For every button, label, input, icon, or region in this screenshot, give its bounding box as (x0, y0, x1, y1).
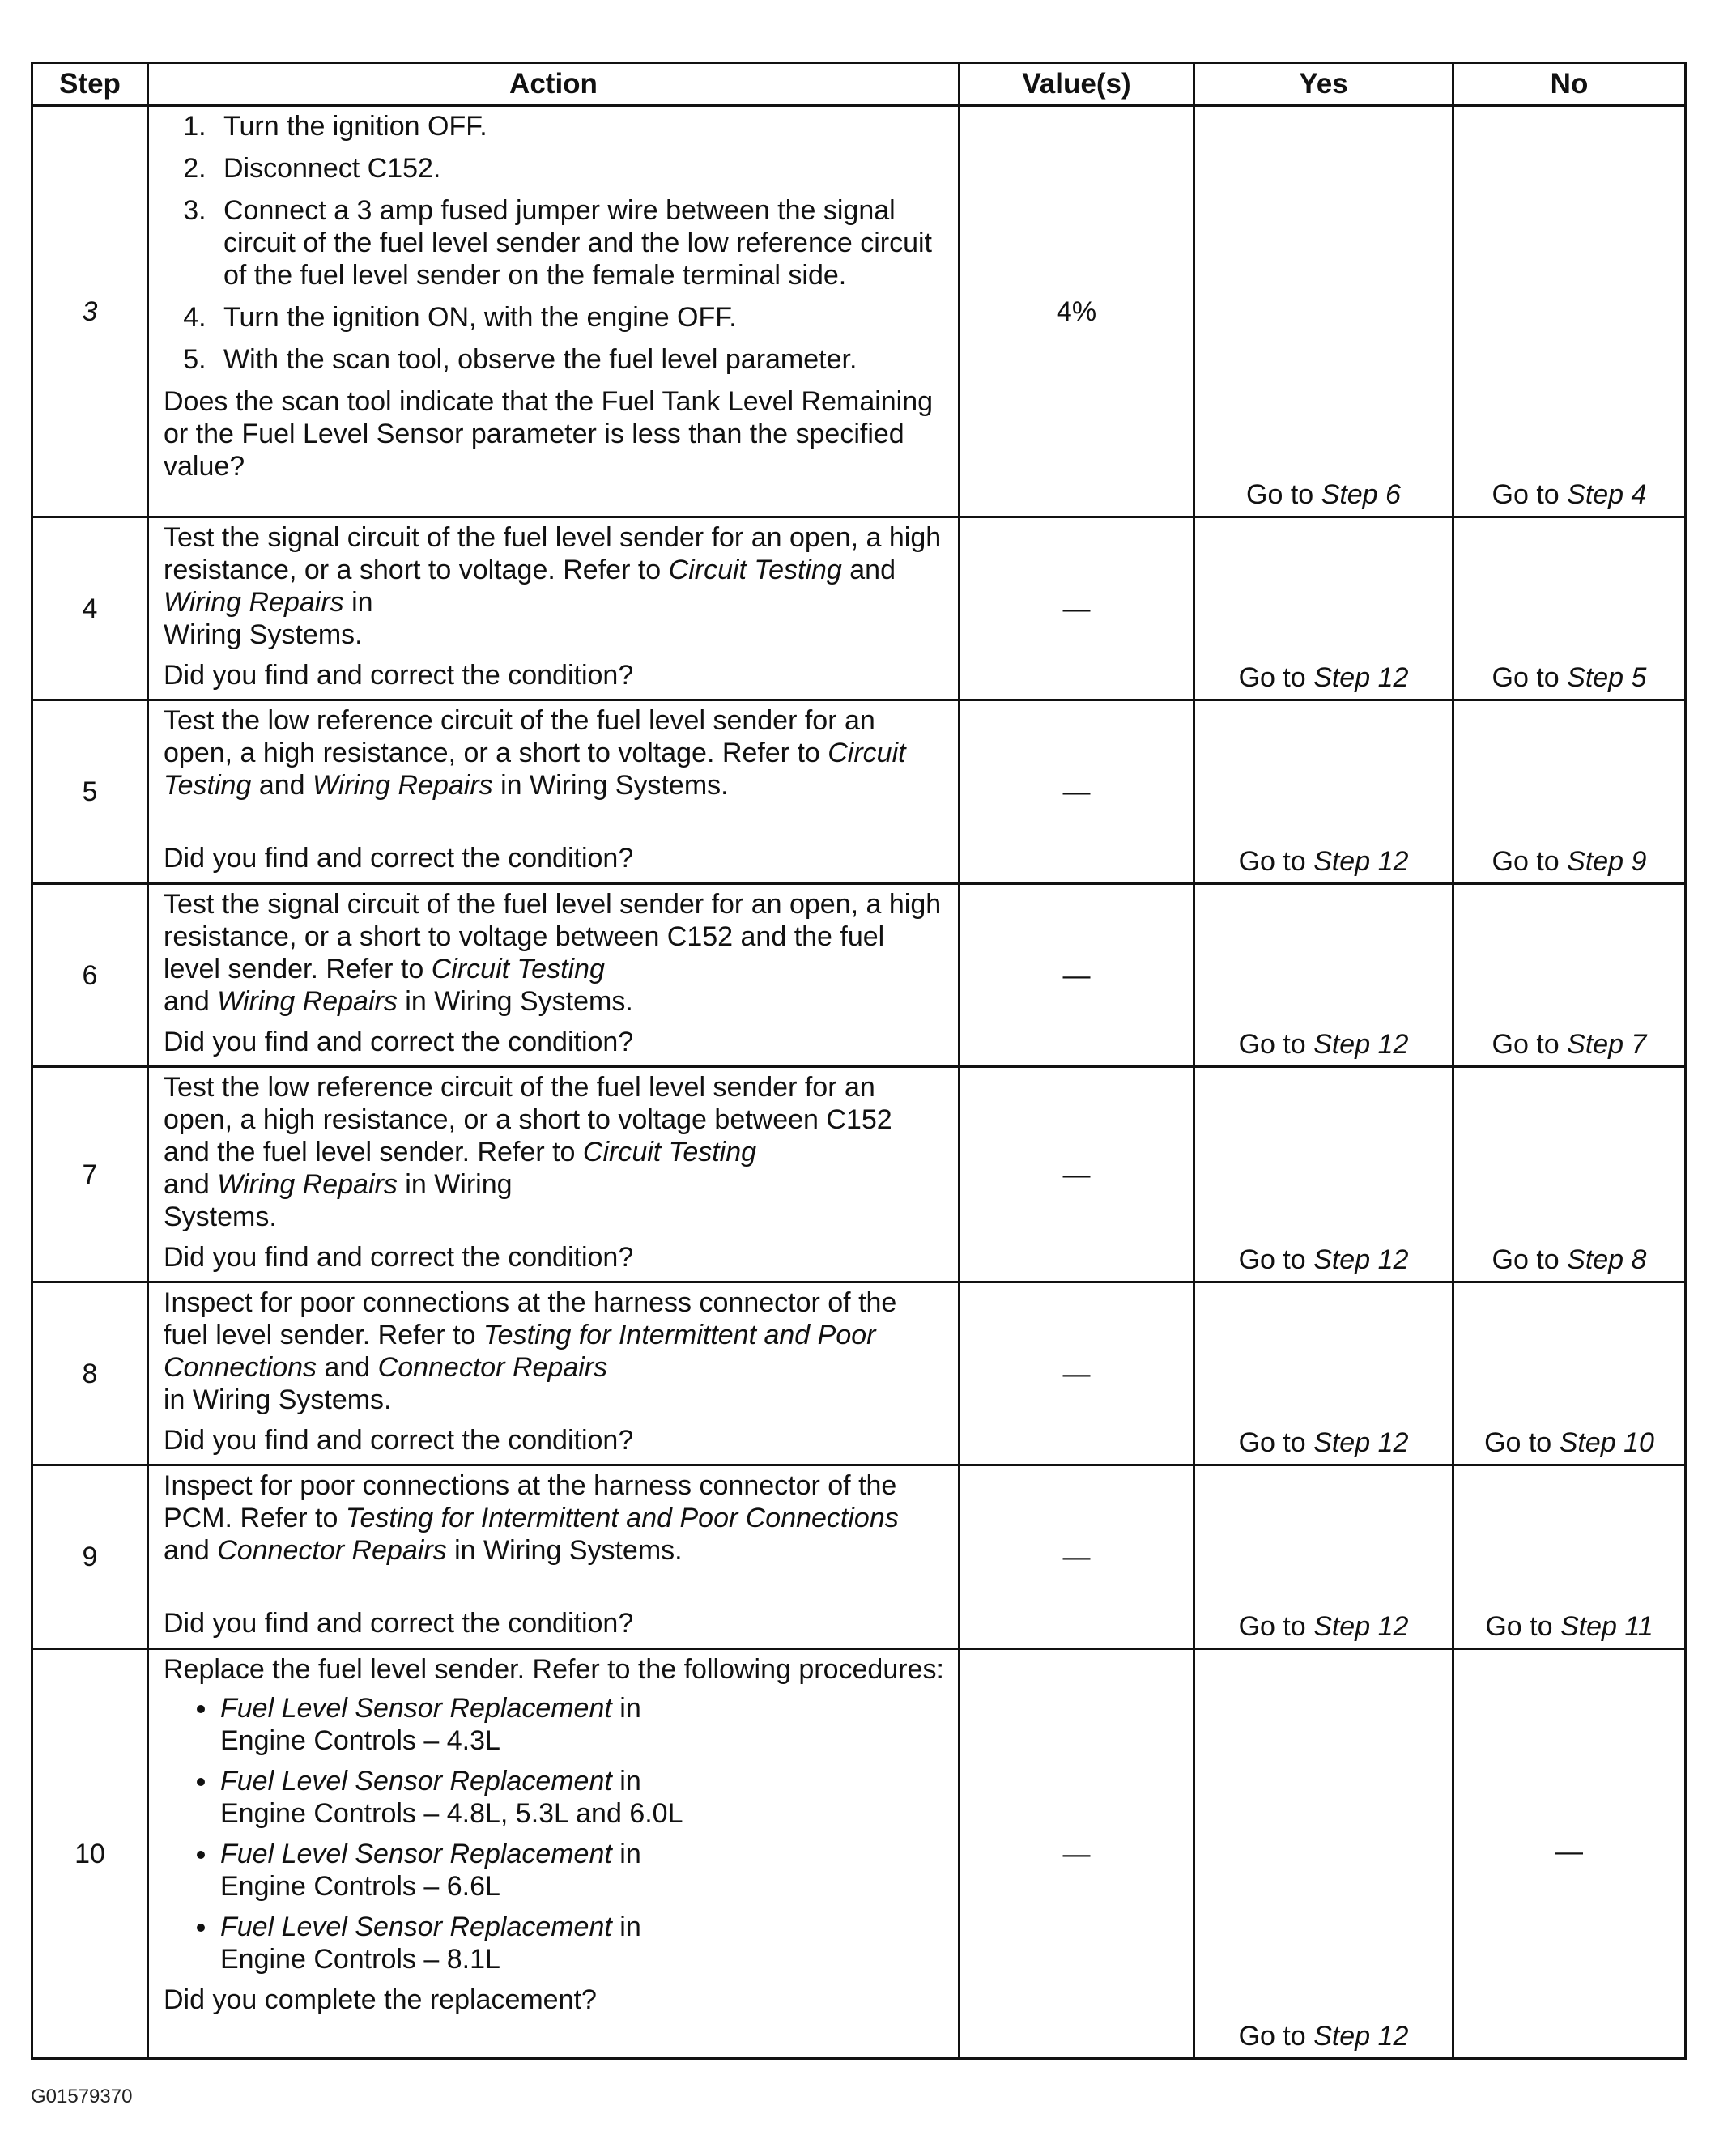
step-number: 3 (32, 106, 148, 517)
action-text: Test the signal circuit of the fuel level sender for an open, a high resistance, or a short to voltage between C152 and the fuel level sender. Refer to Circuit Testing and Wiring Repairs in Wiring Systems. (164, 889, 942, 1017)
no-cell (1453, 517, 1686, 700)
go-to-label: Go to (1492, 1029, 1560, 1060)
go-to-label: Go to (1484, 1427, 1552, 1458)
go-to-label: Go to (1238, 1611, 1306, 1642)
yes-cell (1194, 106, 1453, 517)
go-to-label: Go to (1492, 1244, 1560, 1275)
step-number: 5 (32, 700, 148, 884)
go-to-label: Go to (1238, 1244, 1306, 1275)
go-to-label: Go to (1238, 1029, 1306, 1060)
table-row (32, 1465, 1686, 1649)
action-question: Did you find and correct the condition? (164, 1242, 634, 1273)
action-question: Did you find and correct the condition? (164, 1608, 634, 1639)
reference-link[interactable]: Fuel Level Sensor Replacement (220, 1911, 612, 1942)
step-link[interactable]: Step 6 (1321, 479, 1401, 510)
action-cell (148, 700, 960, 884)
table-row (32, 884, 1686, 1067)
list-item: • Fuel Level Sensor Replacement in Engine Controls – 4.3L (219, 1692, 945, 1757)
go-to-label: Go to (1492, 479, 1560, 510)
reference-link[interactable]: Circuit Testing (582, 1137, 757, 1167)
step-link[interactable]: Step 12 (1313, 662, 1409, 693)
step-link[interactable]: Step 11 (1560, 1611, 1653, 1642)
reference-link[interactable]: Circuit Testing (164, 738, 906, 801)
yes-cell (1194, 1067, 1453, 1282)
action-text: Test the low reference circuit of the fuel level sender for an open, a high resistance, or a short to voltage. Refer to Circuit Testing and Wiring Repairs in Wiring Systems. (164, 705, 906, 801)
list-item: • Fuel Level Sensor Replacement in Engine Controls – 8.1L (219, 1911, 945, 1975)
header-row (32, 63, 1686, 106)
no-cell (1453, 1067, 1686, 1282)
action-question: Did you find and correct the condition? (164, 1027, 634, 1057)
list-item: 5. With the scan tool, observe the fuel level parameter. (214, 343, 945, 376)
go-to-label: Go to (1238, 1427, 1306, 1458)
reference-link[interactable]: Connector Repairs (217, 1535, 447, 1566)
table-row (32, 106, 1686, 517)
step-link[interactable]: Step 12 (1313, 2021, 1409, 2052)
go-to-label: Go to (1485, 1611, 1553, 1642)
no-cell (1453, 700, 1686, 884)
procedure-list (164, 1692, 945, 1975)
action-question: Did you find and correct the condition? (164, 660, 634, 691)
table-row (32, 1282, 1686, 1465)
action-text: Test the signal circuit of the fuel level sender for an open, a high resistance, or a short to voltage. Refer to Circuit Testing and Wiring Repairs in Wiring Systems. (164, 522, 942, 650)
go-to-label: Go to (1238, 846, 1306, 877)
header-step: Step (32, 63, 148, 106)
action-question: Did you find and correct the condition? (164, 843, 634, 874)
step-link[interactable]: Step 12 (1313, 1029, 1409, 1060)
value-cell: — (960, 700, 1194, 884)
step-number: 4 (32, 517, 148, 700)
reference-link[interactable]: Circuit Testing (668, 555, 842, 585)
action-question: Does the scan tool indicate that the Fuel Tank Level Remaining or the Fuel Level Sensor parameter is less than the specified value? (164, 386, 934, 482)
no-cell: — (1453, 1649, 1686, 2059)
reference-link[interactable]: Fuel Level Sensor Replacement (220, 1693, 612, 1724)
list-item: • Fuel Level Sensor Replacement in Engine Controls – 6.6L (219, 1838, 945, 1903)
yes-cell (1194, 1649, 1453, 2059)
value-cell: — (960, 884, 1194, 1067)
step-number: 8 (32, 1282, 148, 1465)
action-cell (148, 517, 960, 700)
go-to-label: Go to (1246, 479, 1314, 510)
reference-link[interactable]: Wiring Repairs (217, 986, 398, 1017)
yes-cell (1194, 700, 1453, 884)
diagnostic-table (31, 62, 1687, 2060)
header-yes: Yes (1194, 63, 1453, 106)
go-to-label: Go to (1492, 662, 1560, 693)
step-link[interactable]: Step 8 (1567, 1244, 1647, 1275)
action-cell (148, 1649, 960, 2059)
value-cell: — (960, 1649, 1194, 2059)
action-question: Did you complete the replacement? (164, 1984, 597, 2015)
yes-cell (1194, 517, 1453, 700)
reference-link[interactable]: Wiring Repairs (217, 1169, 398, 1200)
figure-id: G01579370 (31, 2086, 133, 2107)
action-text: Inspect for poor connections at the harness connector of the PCM. Refer to Testing for Intermittent and Poor Connections and Connector Repairs in Wiring Systems. (164, 1470, 899, 1566)
value-cell: — (960, 1067, 1194, 1282)
action-cell (148, 106, 960, 517)
yes-cell (1194, 884, 1453, 1067)
action-text: Inspect for poor connections at the harness connector of the fuel level sender. Refer to Testing for Intermittent and Poor Connections and Connector Repairs in Wiring Systems. (164, 1287, 897, 1415)
step-link[interactable]: Step 10 (1559, 1427, 1654, 1458)
go-to-label: Go to (1492, 846, 1560, 877)
step-link[interactable]: Step 12 (1313, 1427, 1409, 1458)
table-row (32, 517, 1686, 700)
list-item: 3. Connect a 3 amp fused jumper wire between the signal circuit of the fuel level sender and the low reference circuit of the fuel level sender on the female terminal side. (214, 194, 945, 291)
yes-cell (1194, 1465, 1453, 1649)
action-cell (148, 1465, 960, 1649)
reference-link[interactable]: Circuit Testing (431, 954, 605, 984)
step-link[interactable]: Step 5 (1567, 662, 1647, 693)
list-item: 1. Turn the ignition OFF. (214, 110, 945, 142)
step-link[interactable]: Step 7 (1567, 1029, 1647, 1060)
go-to-label: Go to (1238, 662, 1306, 693)
value-cell: — (960, 1282, 1194, 1465)
yes-cell (1194, 1282, 1453, 1465)
no-cell (1453, 1282, 1686, 1465)
numbered-steps (164, 110, 945, 376)
reference-link[interactable]: Testing for Intermittent and Poor Connections (164, 1320, 876, 1383)
header-action: Action (148, 63, 960, 106)
step-link[interactable]: Step 9 (1567, 846, 1647, 877)
value-cell: — (960, 517, 1194, 700)
no-cell (1453, 884, 1686, 1067)
action-text: Replace the fuel level sender. Refer to the following procedures: (164, 1654, 944, 1685)
reference-link[interactable]: Fuel Level Sensor Replacement (220, 1766, 612, 1797)
reference-link[interactable]: Fuel Level Sensor Replacement (220, 1839, 612, 1869)
header-no: No (1453, 63, 1686, 106)
list-item: 2. Disconnect C152. (214, 152, 945, 185)
action-text: Test the low reference circuit of the fuel level sender for an open, a high resistance, or a short to voltage between C152 and the fuel level sender. Refer to Circuit Testing and Wiring Repairs in Wiring Systems. (164, 1072, 892, 1232)
go-to-label: Go to (1238, 2021, 1306, 2052)
reference-link[interactable]: Wiring Repairs (164, 587, 344, 618)
step-link[interactable]: Step 4 (1567, 479, 1647, 510)
no-cell (1453, 106, 1686, 517)
table-row (32, 1067, 1686, 1282)
value-cell: 4% (960, 106, 1194, 517)
step-number: 6 (32, 884, 148, 1067)
step-number: 7 (32, 1067, 148, 1282)
step-link[interactable]: Step 12 (1313, 846, 1409, 877)
action-cell (148, 884, 960, 1067)
header-values: Value(s) (960, 63, 1194, 106)
action-cell (148, 1282, 960, 1465)
table-row (32, 1649, 1686, 2059)
list-item: 4. Turn the ignition ON, with the engine OFF. (214, 301, 945, 334)
no-cell (1453, 1465, 1686, 1649)
value-cell: — (960, 1465, 1194, 1649)
table-row (32, 700, 1686, 884)
action-question: Did you find and correct the condition? (164, 1425, 634, 1456)
step-number: 9 (32, 1465, 148, 1649)
step-link[interactable]: Step 12 (1313, 1244, 1409, 1275)
reference-link[interactable]: Wiring Repairs (313, 770, 493, 801)
reference-link[interactable]: Testing for Intermittent and Poor Connections (345, 1503, 899, 1533)
step-number: 10 (32, 1649, 148, 2059)
reference-link[interactable]: Connector Repairs (377, 1352, 608, 1383)
step-link[interactable]: Step 12 (1313, 1611, 1409, 1642)
action-cell (148, 1067, 960, 1282)
list-item: • Fuel Level Sensor Replacement in Engine Controls – 4.8L, 5.3L and 6.0L (219, 1765, 945, 1830)
